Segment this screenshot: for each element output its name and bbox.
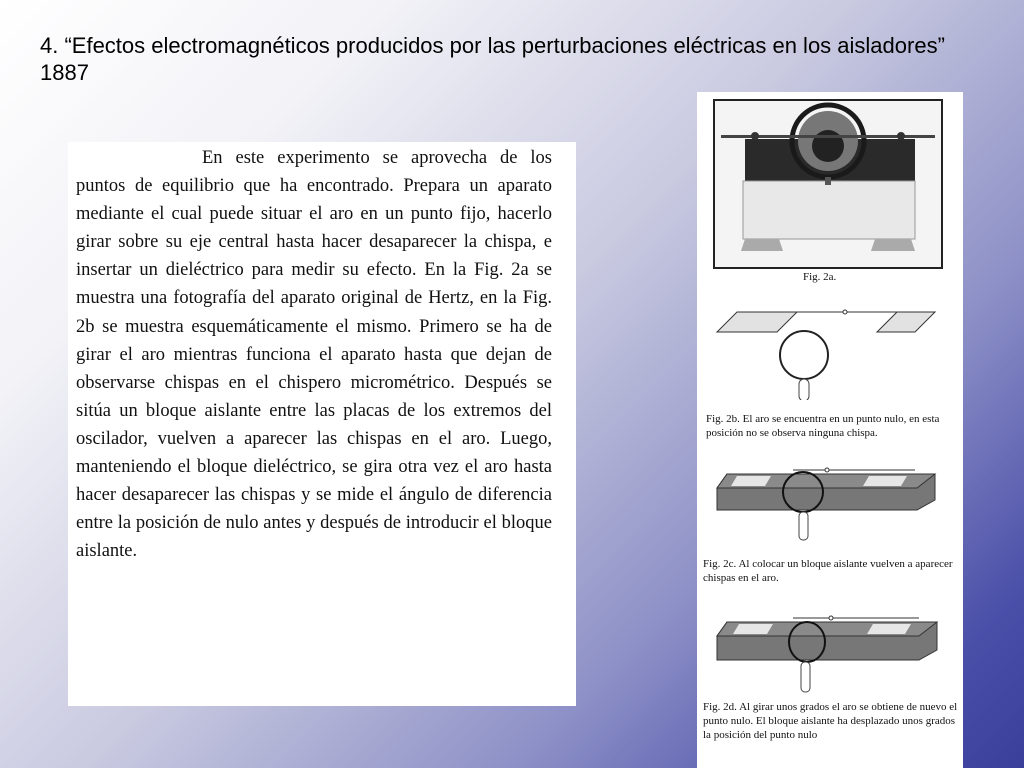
fig-2c-diagram	[697, 464, 963, 544]
text-excerpt-panel	[68, 142, 576, 706]
fig-2b-diagram	[697, 300, 963, 400]
apparatus-photo-illustration	[715, 101, 941, 267]
slide-title: 4. “Efectos electromagnéticos producidos por las perturbaciones eléctricas en los aisladores” 1887	[40, 33, 945, 85]
fig-2a-caption: Fig. 2a.	[803, 271, 837, 283]
fig-2c-caption: Fig. 2c. Al colocar un bloque aislante vuelven a aparecer chispas en el aro.	[703, 558, 953, 584]
figure-panel	[697, 92, 963, 768]
fig-2a-photo	[713, 99, 943, 269]
fig-2d-diagram	[697, 610, 963, 700]
excerpt-paragraph: En este experimento se aprovecha de los puntos de equilibrio que ha encontrado. Prepara un aparato mediante el cual puede situar el aro en un punto fijo, hacerlo girar sobre su eje central hasta hacer desaparecer la chispa, e insertar un dieléctrico para medir su efecto. En la Fig. 2a se muestra una fotografía del aparato original de Hertz, en la Fig. 2b se muestra esquemáticamente el mismo. Primero se ha de girar el aro mientras funciona el aparato hasta que dejan de observarse chispas en el chispero micrométrico. Después se sitúa un bloque aislante entre las placas de los extremos del oscilador, vuelven a aparecer las chispas en el aro. Luego, manteniendo el bloque dieléctrico, se gira otra vez el aro hasta hacer desaparecer las chispas y se mide el ángulo de diferencia entre la posición de nulo antes y después de introducir el bloque aislante.	[76, 148, 552, 562]
fig-2b-caption: Fig. 2b. El aro se encuentra en un punto nulo, en esta posición no se observa ninguna chispa.	[706, 413, 940, 439]
fig-2d-caption: Fig. 2d. Al girar unos grados el aro se obtiene de nuevo el punto nulo. El bloque aislante ha desplazado unos grados la posición del punto nulo	[703, 701, 958, 741]
